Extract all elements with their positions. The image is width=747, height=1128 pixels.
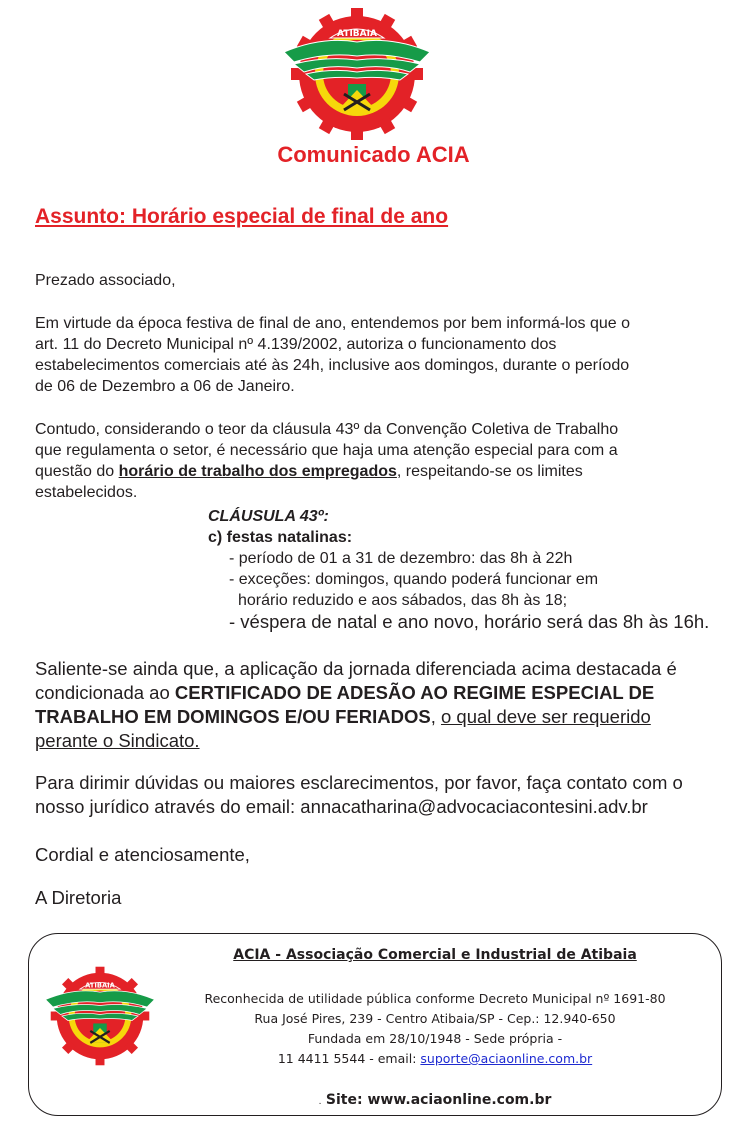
- clause-bullet: - véspera de natal e ano novo, horário será das 8h às 16h.: [229, 611, 710, 632]
- footer-email-link[interactable]: suporte@aciaonline.com.br: [420, 1051, 593, 1066]
- clause-bullet-continuation: horário reduzido e aos sábados, das 8h às 18;: [238, 592, 568, 609]
- signature: A Diretoria: [35, 887, 122, 908]
- acia-logo: [282, 6, 432, 142]
- footer-contact: 11 4411 5544 - email: suporte@aciaonline.com.br: [277, 1051, 593, 1066]
- footer-founded: Fundada em 28/10/1948 - Sede própria -: [307, 1031, 563, 1046]
- footer-site: . Site: www.aciaonline.com.br: [318, 1092, 552, 1108]
- paragraph-4: Para dirimir dúvidas ou maiores esclarecimentos, por favor, faça contato com o nosso jurídico através do email: annacatharina@advocaciacontesini.adv.br: [35, 772, 683, 817]
- paragraph-3: Saliente-se ainda que, a aplicação da jornada diferenciada acima destacada é condicionada ao CERTIFICADO DE ADESÃO AO REGIME ESPECIAL DE TRABALHO EM DOMINGOS E/OU FERIADOS, o qual deve ser requerido perante o Sindicato.: [35, 658, 677, 751]
- working-hours-emphasis: horário de trabalho dos empregados: [118, 463, 397, 480]
- footer-org-name: ACIA - Associação Comercial e Industrial de Atibaia: [233, 947, 637, 963]
- footer-site-link[interactable]: Site: www.aciaonline.com.br: [325, 1092, 552, 1108]
- document-title: Comunicado ACIA: [277, 142, 470, 167]
- footer-address: Rua José Pires, 239 - Centro Atibaia/SP - Cep.: 12.940-650: [254, 1011, 616, 1026]
- acia-logo-small: [44, 965, 156, 1067]
- clause-bullet: - exceções: domingos, quando poderá funcionar em: [229, 571, 599, 588]
- footer-recognition: Reconhecida de utilidade pública conforme Decreto Municipal nº 1691-80: [204, 991, 666, 1006]
- subject-heading: Assunto: Horário especial de final de ano: [35, 205, 449, 228]
- clause-title: CLÁUSULA 43º:: [208, 508, 329, 525]
- paragraph-2: Contudo, considerando o teor da cláusula 43º da Convenção Coletiva de Trabalho que regulamenta o setor, é necessário que haja uma atenção especial para com a questão do horário de trabalho dos empregados, respeitando-se os limites estabelecidos.: [35, 421, 619, 501]
- paragraph-1: Em virtude da época festiva de final de ano, entendemos por bem informá-los que o art. 11 do Decreto Municipal nº 4.139/2002, autoriza o funcionamento dos estabelecimentos comerciais até às 24h, inclusive aos domingos, durante o período de 06 de Dezembro a 06 de Janeiro.: [35, 315, 631, 395]
- clause-item: c) festas natalinas:: [208, 529, 353, 546]
- logo-text: ATIBAIA: [85, 981, 115, 990]
- closing: Cordial e atenciosamente,: [35, 844, 250, 865]
- greeting: Prezado associado,: [35, 272, 176, 289]
- clause-bullet: - período de 01 a 31 de dezembro: das 8h à 22h: [229, 550, 573, 567]
- logo-text: ATIBAIA: [337, 29, 377, 39]
